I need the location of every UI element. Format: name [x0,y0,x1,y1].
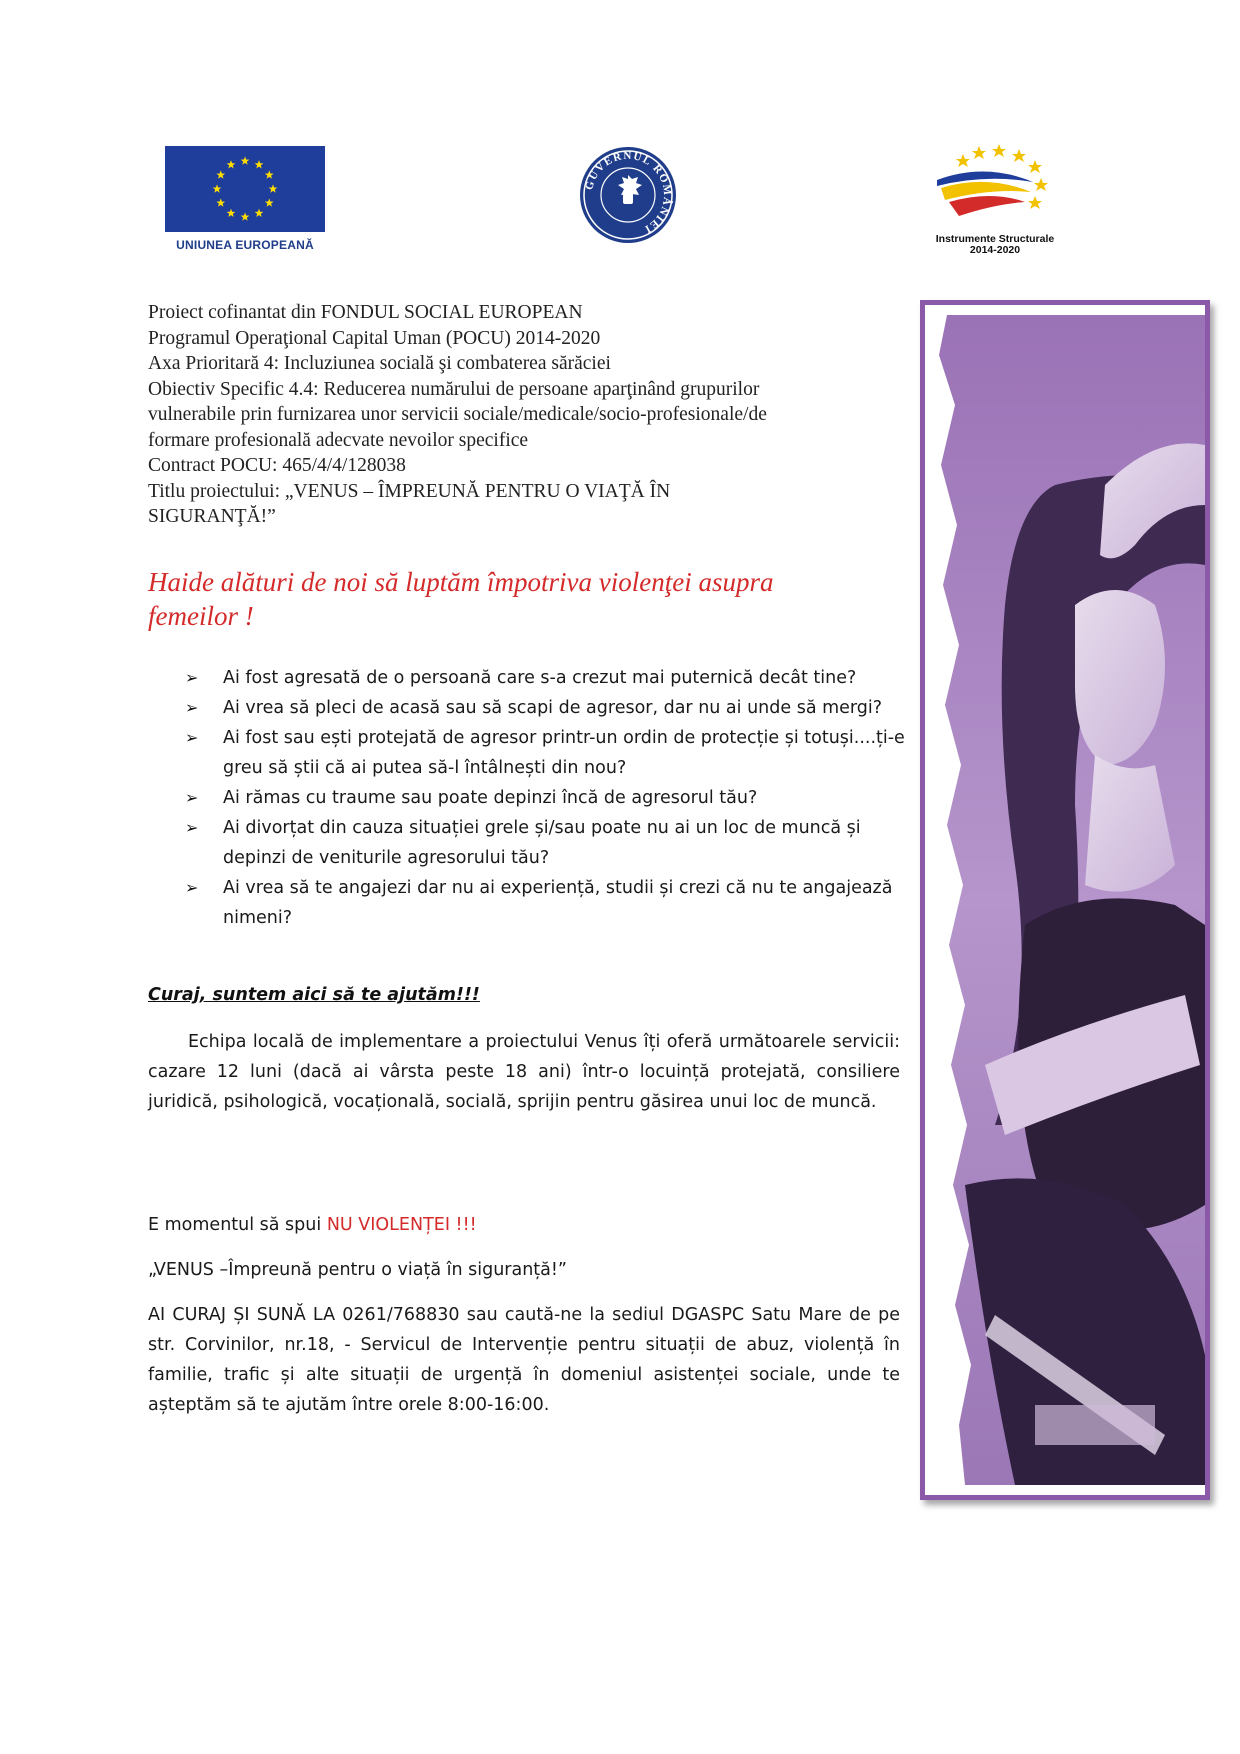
project-info-line: Titlu proiectului: „VENUS – ÎMPREUNĂ PENTRU O VIAŢĂ ÎN [148,480,671,502]
project-info-line: Proiect cofinantat din FONDUL SOCIAL EUROPEAN [148,302,583,323]
romanian-coat-of-arms-icon [578,145,678,245]
moment-line [148,1215,477,1235]
structural-instruments-label [915,234,1075,256]
question-text: Ai fost sau ești protejată de agresor printr-un ordin de protecție și totuși....ți-e greu să știi că ai putea să-l întâlnești din nou? [223,728,905,778]
question-text: Ai vrea să te angajezi dar nu ai experiență, studii și crezi că nu te angajează nimeni? [223,878,893,928]
eu-logo [165,146,325,256]
arrow-bullet-icon: ➢ [185,878,199,897]
project-info [148,300,908,530]
eu-label: UNIUNEA EUROPEANĂ [176,238,314,252]
project-info-line: Contract POCU: 465/4/4/128038 [148,455,406,476]
courage-heading: Curaj, suntem aici să te ajutăm!!! [148,985,480,1005]
project-info-line: Programul Operaţional Capital Uman (POCU) 2014-2020 [148,327,601,349]
structural-instruments-logo-icon [915,140,1075,232]
list-item [185,873,905,933]
headline: Haide alături de noi să luptăm împotriva violenţei asupra femeilor ! [148,567,774,631]
list-item [185,783,905,813]
arrow-bullet-icon: ➢ [185,818,199,837]
arrow-bullet-icon: ➢ [185,788,199,807]
moment-highlight: NU VIOLENȚEI !!! [326,1215,477,1235]
moment-prefix: E momentul să spui [148,1215,327,1235]
contact-paragraph: AI CURAJ ȘI SUNĂ LA 0261/768830 sau caută-ne la sediul DGASPC Satu Mare de pe str. Corvinilor, nr.18, - Servicul de Intervenție pentru situații de abuz, violență în familie, trafic și alte situații de urgență în domeniul asistenței sociale, unde te așteptăm să te ajutăm între orele 8:00-16:00. [148,1305,900,1415]
question-list [185,663,905,933]
project-info-line: Obiectiv Specific 4.4: Reducerea numărului de persoane aparţinând grupurilor [148,378,760,400]
question-text: Ai vrea să pleci de acasă sau să scapi de agresor, dar nu ai unde să mergi? [223,698,883,718]
arrow-bullet-icon: ➢ [185,668,199,687]
project-info-line: formare profesională adecvate nevoilor specifice [148,429,529,451]
structural-instruments-label-line2: 2014-2020 [969,244,1021,256]
question-text: Ai fost agresată de o persoană care s-a crezut mai puternică decât tine? [223,668,857,688]
list-item [185,813,905,873]
question-text: Ai divorțat din cauza situației grele și/sau poate nu ai un loc de muncă și depinzi de veniturile agresorului tău? [223,818,861,868]
government-logo [578,145,678,245]
eu-flag-icon [165,146,325,232]
list-item [185,723,905,783]
project-info-line: SIGURANŢĂ!” [148,506,276,527]
list-item [185,663,905,693]
government-logo-text: GUVERNUL ROMÂNIEI [583,149,674,236]
structural-instruments-label-line1: Instrumente Structurale [935,233,1055,245]
side-photo [920,300,1210,1500]
venus-slogan: „VENUS –Împreună pentru o viață în siguranță!” [148,1260,567,1280]
services-paragraph: Echipa locală de implementare a proiectului Venus îți oferă următoarele servicii: cazare 12 luni (dacă ai vârsta peste 18 ani) într-o locuință protejată, consiliere juridică, psihologică, vocațională, socială, sprijin pentru găsirea unui loc de muncă. [148,1032,900,1112]
woman-photo-icon [925,305,1205,1495]
project-info-line: vulnerabile prin furnizarea unor servicii sociale/medicale/socio-profesionale/de [148,404,767,425]
structural-instruments-logo [915,140,1075,265]
arrow-bullet-icon: ➢ [185,728,199,747]
question-text: Ai rămas cu traume sau poate depinzi încă de agresorul tău? [223,788,758,808]
arrow-bullet-icon: ➢ [185,698,199,717]
project-info-line: Axa Prioritară 4: Incluziunea socială şi combaterea sărăciei [148,353,611,374]
list-item [185,693,905,723]
